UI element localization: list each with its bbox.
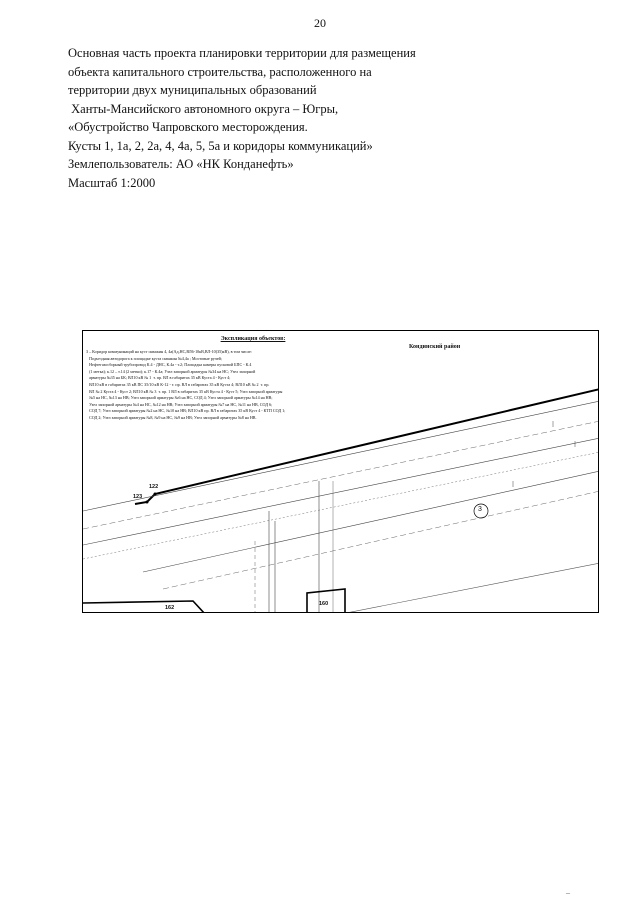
zone-number-label: 3 <box>478 506 482 513</box>
legend-line: №5 на НС, №13 на НВ; Узел запорной арматуры №6 на НС, СОД 4; Узел запорной арматуры №14 на НВ; <box>86 395 273 401</box>
legend-line: Подъездная автодорога к площадке куста скважин №4,4а ; Мостовые ручей; <box>86 355 222 361</box>
point-label-162: 162 <box>165 605 175 611</box>
parcel-boundary <box>341 563 599 613</box>
point-label-122: 122 <box>149 484 159 490</box>
legend-line: Узел запорной арматуры №4 на НС, №12 на НВ; Узел запорной арматуры №7 на НС, №11 на НВ, СОД 6; <box>86 401 273 407</box>
legend-line: арматуры №35 на БК; ВЛ10 кВ № 1 т. пр. ВЛ в габаритах 35 кВ Куста 4 - Куст 4; <box>86 375 231 381</box>
corridor-line <box>83 438 599 545</box>
planning-map <box>82 330 599 613</box>
page-number: 20 <box>314 16 326 30</box>
title-line: Землепользователь: АО «НК Конданефть» <box>68 157 294 171</box>
point-label-123: 123 <box>133 494 143 500</box>
title-line: территории двух муниципальных образований <box>68 83 317 97</box>
survey-point <box>154 493 157 496</box>
corridor-line <box>143 471 599 572</box>
title-line: Кусты 1, 1а, 2, 2а, 4, 4а, 5, 5а и коридоры коммуникаций» <box>68 138 373 153</box>
title-line: Масштаб 1:2000 <box>68 175 156 190</box>
legend-line: ВЛ № 2 Куста 4 - Куст 2; ВЛ10 кВ № 3 т. пр. 1 ВЛ в габаритах 35 кВ Куста 4 - Куст 5; Узел запорной арматуры <box>86 388 283 394</box>
legend-line: СОД 2; Узел запорной арматуры №8, №9 на НС, №9 на НВ; Узел запорной арматуры №8 на НВ. <box>86 414 257 420</box>
title-line: Ханты-Мансийского автономного округа – Югры, <box>68 101 339 116</box>
title-line: объекта капитального строительства, расположенного на <box>68 64 372 79</box>
corridor-line <box>83 421 599 529</box>
title-line: «Обустройство Чапровского месторождения. <box>68 120 308 134</box>
parcel-boundary <box>83 601 205 613</box>
legend-text <box>86 349 386 422</box>
legend-line: Нефтегазосборный трубопровод К.4 - ДНС, К.4а - т.2; Площадка камеры пусковой БПС - К.4 <box>86 362 252 368</box>
corridor-line <box>163 491 599 589</box>
legend-line: (1 метка); к.12 – т.14 (2 метки); к.17 - К.4а; Узел запорной арматуры №34 на НС; Узел запорной <box>86 368 256 374</box>
legend-line: ВЛ10 кВ в габаритах 35 кВ ПС 35/10 кВ К-12 - т. пр. ВЛ в габаритах 35 кВ Куста 4; ВЛ10 кВ № 2 т. пр. <box>86 381 270 387</box>
legend-title: Экспликация объектов: <box>220 336 286 342</box>
survey-point <box>146 501 149 504</box>
corridor-line <box>83 452 599 559</box>
legend-line: 3 – Коридор коммуникаций на куст скважин 4, 4а(Ад,НС,ВЛ6-10кВ,ВЛ-10(35)кВ), в том числе: <box>86 349 253 354</box>
title-line: Основная часть проекта планировки территории для размещения <box>68 46 416 60</box>
legend-line: СОД 7; Узел запорной арматуры №2 на НС, №10 на НВ; ВЛ10 кВ пр. ВЛ в габаритах 35 кВ Куст 4 - КТП СОД 1; <box>86 408 286 414</box>
point-label-160: 160 <box>319 601 329 607</box>
footer-mark: – <box>566 888 570 897</box>
document-title-block <box>68 44 588 192</box>
region-label: Кондинский район <box>409 344 461 350</box>
